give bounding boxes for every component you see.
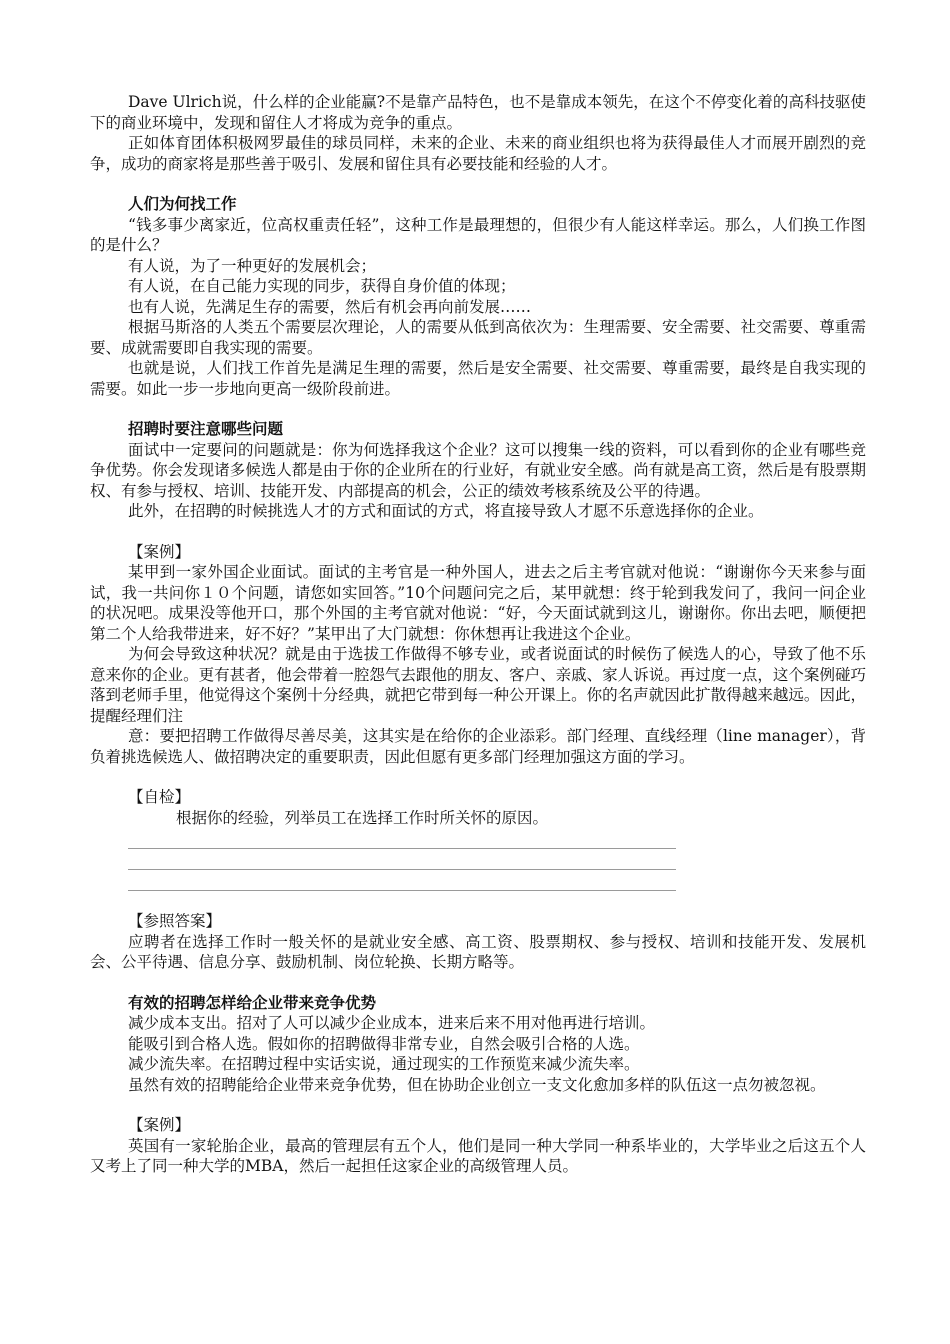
case2-text: 英国有一家轮胎企业，最高的管理层有五个人，他们是同一种大学同一种系毕业的，大学毕业之后这五个人又考上了同一种大学的MBA，然后一起担任这家企业的高级管理人员。 (90, 1136, 866, 1175)
selfcheck-question: 根据你的经验，列举员工在选择工作时所关怀的原因。 (176, 808, 549, 827)
section3-summary: 虽然有效的招聘能给企业带来竞争优势，但在协助企业创立一支文化愈加多样的队伍这一点勿被忽视。 (128, 1075, 826, 1094)
section1-line-5: 根据马斯洛的人类五个需要层次理论，人的需要从低到高依次为：生理需要、安全需要、社交需要、尊重需要、成就需要即自我实现的需要。 (90, 318, 866, 357)
selfcheck-label: 【自检】 (128, 788, 191, 806)
bullet-item-2: 能吸引到合格人选。假如你的招聘做得非常专业，自然会吸引合格的人选。 (128, 1034, 640, 1053)
case1-line-2: 为何会导致这种状况？就是由于选拔工作做得不够专业，或者说面试的时候伤了候选人的心，导致了他不乐意来你的企业。更有甚者，他会带着一腔怨气去跟他的朋友、客户、亲戚、家人诉说。再过度一点，这个案例碰巧落到老师手里，他觉得这个案例十分经典，就把它带到每一种公开课上。你的名声就因此扩散得越来越远。因此，提醒经理们注 (90, 645, 866, 725)
section-heading-recruiting-issues: 招聘时要注意哪些问题 (128, 420, 284, 438)
answer-line-3[interactable] (128, 870, 676, 891)
section1-line-3: 有人说，在自己能力实现的同步，获得自身价值的体现； (128, 277, 516, 295)
section1-line-6: 也就是说，人们找工作首先是满足生理的需要，然后是安全需要、社交需要、尊重需要，最终是自我实现的需要。如此一步一步地向更高一级阶段前进。 (90, 359, 866, 398)
section-heading-competitive-advantage: 有效的招聘怎样给企业带来竞争优势 (128, 993, 377, 1012)
section2-line-1: 面试中一定要问的问题就是：你为何选择我这个企业？这可以搜集一线的资料，可以看到你的企业有哪些竞争优势。你会发现诸多候选人都是由于你的企业所在的行业好，有就业安全感。尚有就是高工资，然后是有股票期权、有参与授权、培训、技能开发、内部提高的机会，公正的绩效考核系统及公平的待遇。 (90, 440, 866, 500)
case-label-1: 【案例】 (128, 542, 191, 561)
case-label-2: 【案例】 (128, 1116, 191, 1134)
bullet-item-3: 减少流失率。在招聘过程中实话实说，通过现实的工作预览来减少流失率。 (128, 1055, 640, 1073)
case1-line-3: 意：要把招聘工作做得尽善尽美，这其实是在给你的企业添彩。部门经理、直线经理（line manager），背负着挑选候选人、做招聘决定的重要职责，因此但愿有更多部门经理加强这方面的学习。 (90, 727, 866, 766)
section1-line-1: “钱多事少离家近，位高权重责任轻”，这种工作是最理想的，但很少有人能这样幸运。那么，人们换工作图的是什么？ (90, 215, 866, 254)
answer-line-1[interactable] (128, 828, 676, 849)
answer-line-2[interactable] (128, 849, 676, 870)
intro-paragraph-2: 正如体育团体积极网罗最佳的球员同样，未来的企业、未来的商业组织也将为获得最佳人才而展开剧烈的竞争，成功的商家将是那些善于吸引、发展和留住具有必要技能和经验的人才。 (90, 134, 866, 173)
section1-line-2: 有人说，为了一种更好的发展机会； (128, 256, 377, 275)
bullet-item-1: 减少成本支出。招对了人可以减少企业成本，进来后来不用对他再进行培训。 (128, 1014, 656, 1032)
section2-line-2: 此外，在招聘的时候挑选人才的方式和面试的方式，将直接导致人才愿不乐意选择你的企业。 (128, 502, 764, 520)
case1-line-1: 某甲到一家外国企业面试。面试的主考官是一种外国人，进去之后主考官就对他说：“谢谢你今天来参与面试，我一共问你１０个问题，请您如实回答。”10个问题问完之后，某甲就想：终于轮到我发问了，我问一问企业的状况吧。成果没等他开口，那个外国的主考官就对他说：“好，今天面试就到这儿，谢谢你。你出去吧，顺便把第二个人给我带进来，好不好？”某甲出了大门就想：你休想再让我进这个企业。 (90, 563, 866, 643)
reference-answer-label: 【参照答案】 (128, 912, 222, 930)
reference-answer-text: 应聘者在选择工作时一般关怀的是就业安全感、高工资、股票期权、参与授权、培训和技能开发、发展机会、公平待遇、信息分享、鼓励机制、岗位轮换、长期方略等。 (90, 932, 866, 971)
document-page (90, 92, 866, 1177)
intro-paragraph-1: Dave Ulrich说，什么样的企业能赢?不是靠产品特色，也不是靠成本领先，在这个不停变化着的高科技驱使下的商业环境中，发现和留住人才将成为竞争的重点。 (90, 93, 866, 132)
section-heading-why-find-work: 人们为何找工作 (128, 195, 237, 213)
section1-line-4: 也有人说，先满足生存的需要，然后有机会再向前发展…… (128, 297, 532, 316)
